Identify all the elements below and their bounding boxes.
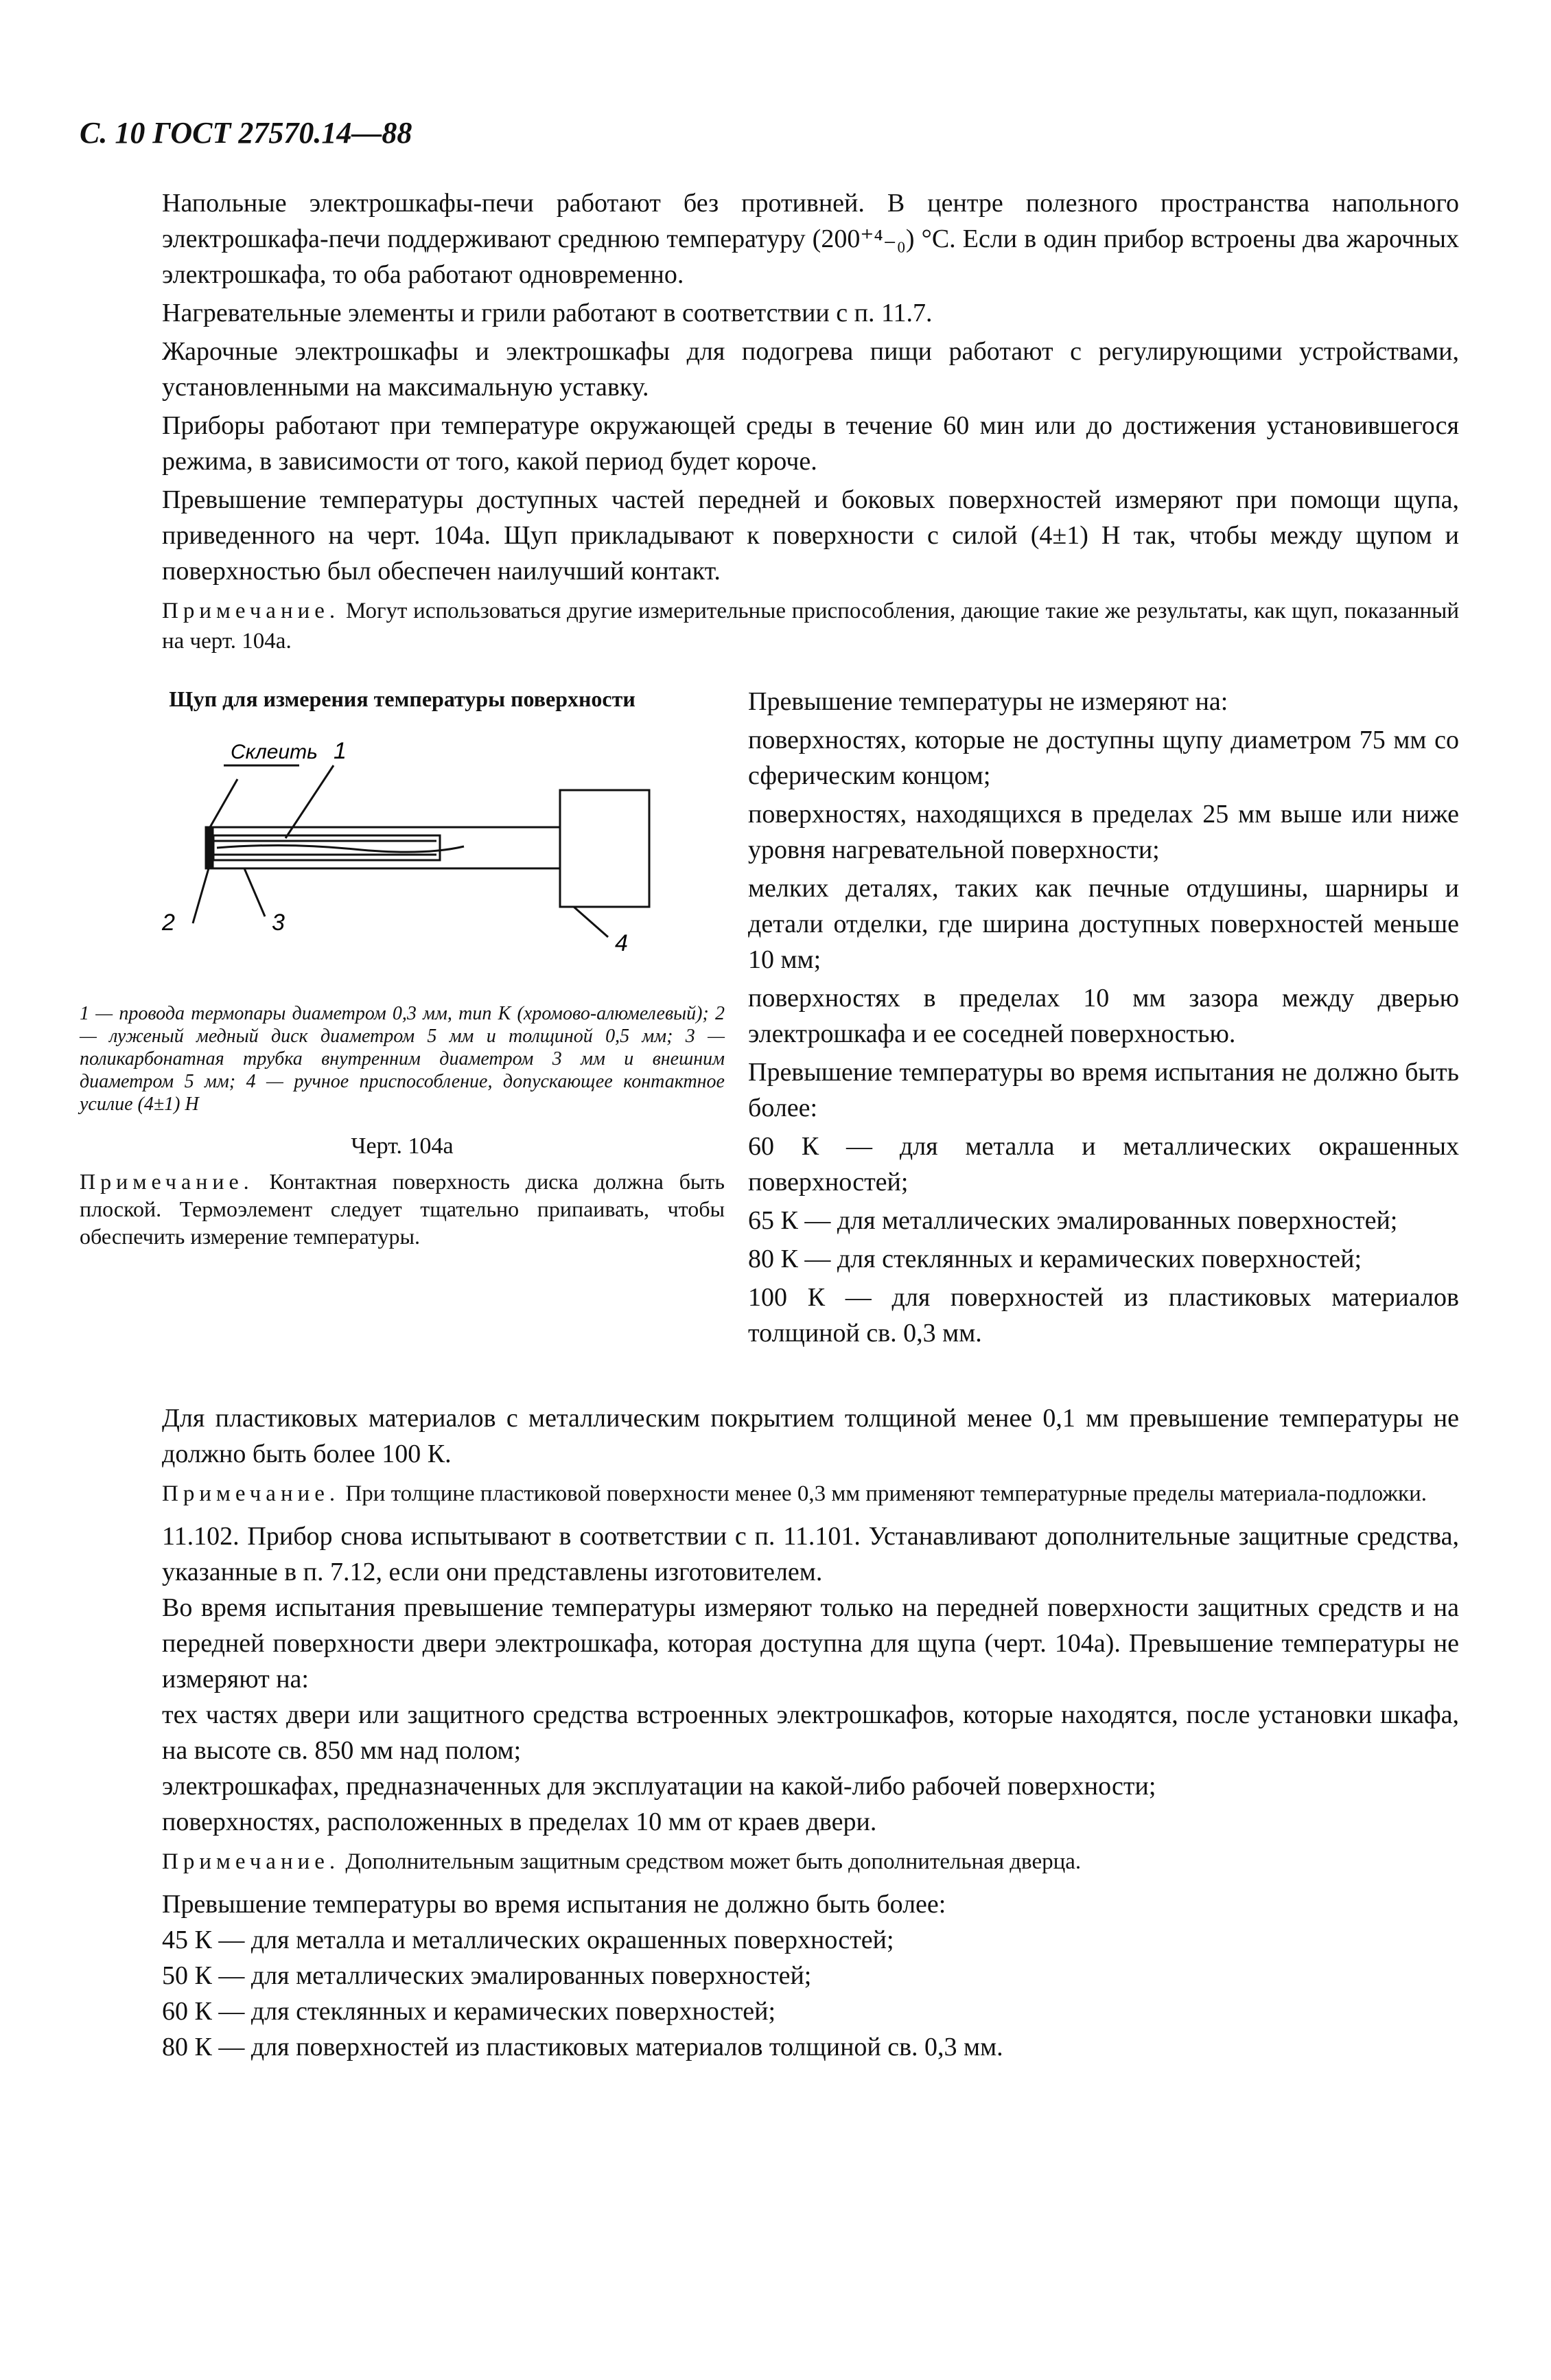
figure-note — [80, 1168, 725, 1250]
paragraph: 11.102. Прибор снова испытывают в соответствии с п. 11.101. Устанавливают дополнительные защитные средства, указанные в п. 7.12, если они представлены изготовителем. — [162, 1522, 1459, 1586]
note-label: Примечание. — [162, 599, 340, 623]
disc-shape — [206, 827, 213, 868]
paragraph: Превышение температуры во время испытания не должно быть более: — [162, 1890, 946, 1919]
note-label: Примечание. — [162, 1481, 340, 1506]
figure-caption: Черт. 104а — [351, 1133, 454, 1159]
note-text: При толщине пластиковой поверхности менее 0,3 мм применяют температурные пределы материала-подложки. — [345, 1481, 1427, 1506]
label-1: 1 — [334, 738, 347, 764]
leader-4 — [574, 907, 608, 937]
list-item: 80 К — для поверхностей из пластиковых материалов толщиной св. 0,3 мм. — [162, 2033, 1003, 2061]
paragraph: Превышение температуры не измеряют на: — [748, 687, 1228, 716]
paragraph: Приборы работают при температуре окружающей среды в течение 60 мин или до достижения установившегося режима, в зависимости от того, какой период будет короче. — [162, 411, 1459, 476]
tube-shape — [210, 827, 560, 868]
list-item: 45 К — для металла и металлических окрашенных поверхностей; — [162, 1926, 894, 1954]
wire-shape — [217, 845, 464, 852]
note-text: Могут использоваться другие измерительные приспособления, дающие такие же результаты, как щуп, показанный на черт. 104а. — [162, 599, 1460, 654]
note — [162, 596, 1459, 656]
probe-drawing — [80, 724, 725, 971]
list-item: 100 К — для поверхностей из пластиковых материалов толщиной св. 0,3 мм. — [748, 1283, 1459, 1348]
paragraph: тех частях двери или защитного средства встроенных электрошкафов, которые находятся, после установки шкафа, на высоте св. 850 мм над полом; — [162, 1700, 1459, 1765]
paragraph: Превышение температуры во время испытания не должно быть более: — [748, 1058, 1459, 1122]
handle-shape — [560, 790, 649, 907]
list-item: 50 К — для металлических эмалированных поверхностей; — [162, 1961, 812, 1990]
paragraph: мелких деталях, таких как печные отдушины, шарниры и детали отделки, где ширина доступных поверхностей меньше 10 мм; — [748, 874, 1459, 974]
paragraph: Для пластиковых материалов с металлическим покрытием толщиной менее 0,1 мм превышение температуры не должно быть более 100 К. — [162, 1404, 1459, 1468]
paragraph: Превышение температуры доступных частей передней и боковых поверхностей измеряют при помощи щупа, приведенного на черт. 104а. Щуп прикладывают к поверхности с силой (4±1) Н так, чтобы между щупом и поверхностью был обеспечен наилучший контакт. — [162, 485, 1459, 586]
leader-3 — [244, 868, 265, 916]
note — [162, 1847, 1459, 1877]
right-column — [748, 684, 1459, 1354]
label-3: 3 — [272, 910, 285, 936]
label-glue: Склеить — [231, 741, 318, 763]
note-label: Примечание. — [162, 1849, 340, 1874]
list-item: 80 К — для стеклянных и керамических поверхностей; — [748, 1245, 1362, 1273]
figure-column — [80, 686, 725, 1250]
paragraph: Во время испытания превышение температуры измеряют только на передней поверхности защитных средств и на передней поверхности двери электрошкафа, которая доступна для щупа (черт. 104а). Превышение температуры не измеряют на: — [162, 1593, 1459, 1694]
paragraph: поверхностях, расположенных в пределах 10 мм от краев двери. — [162, 1807, 877, 1836]
leader-glue — [210, 779, 237, 827]
list-item: 60 К — для металла и металлических окрашенных поверхностей; — [748, 1132, 1459, 1197]
bottom-section — [162, 1400, 1459, 2065]
page-header: С. 10 ГОСТ 27570.14—88 — [80, 116, 412, 150]
leader-2 — [193, 868, 209, 923]
paragraph: Нагревательные элементы и грили работают в соответствии с п. 11.7. — [162, 299, 933, 327]
paragraph: поверхностях в пределах 10 мм зазора между дверью электрошкафа и ее соседней поверхностью. — [748, 984, 1459, 1048]
label-4: 4 — [615, 930, 628, 956]
figure-note-text: Контактная поверхность диска должна быть плоской. Термоэлемент следует тщательно припаивать, чтобы обеспечить измерение температуры. — [80, 1169, 725, 1249]
note-text: Дополнительным защитным средством может быть дополнительная дверца. — [345, 1849, 1082, 1874]
top-section — [162, 185, 1459, 666]
list-item: 65 К — для металлических эмалированных поверхностей; — [748, 1206, 1398, 1235]
figure-title: Щуп для измерения температуры поверхности — [169, 686, 635, 711]
note — [162, 1479, 1459, 1509]
figure-note-label: Примечание. — [80, 1169, 254, 1194]
list-item: 60 К — для стеклянных и керамических поверхностей; — [162, 1997, 776, 2026]
figure-legend: 1 — провода термопары диаметром 0,3 мм, тип К (хромово-алюмелевый); 2 — луженый медный диск диаметром 5 мм и толщиной 0,5 мм; 3 — поликарбонатная трубка внутренним диаметром 3 мм и внешним диаметром 5 мм; 4 — ручное приспособление, допускающее контактное усилие (4±1) Н — [80, 1003, 725, 1115]
paragraph: поверхностях, которые не доступны щупу диаметром 75 мм со сферическим концом; — [748, 726, 1459, 790]
paragraph: электрошкафах, предназначенных для эксплуатации на какой-либо рабочей поверхности; — [162, 1772, 1156, 1801]
label-2: 2 — [162, 910, 175, 936]
paragraph: Напольные электрошкафы-печи работают без противней. В центре полезного пространства напольного электрошкафа-печи поддерживают среднюю температуру (200⁺⁴₋₀) °С. Если в один прибор встроены два жарочных электрошкафа, то оба работают одновременно. — [162, 189, 1459, 289]
paragraph: Жарочные электрошкафы и электрошкафы для подогрева пищи работают с регулирующими устройствами, установленными на максимальную уставку. — [162, 337, 1459, 402]
paragraph: поверхностях, находящихся в пределах 25 мм выше или ниже уровня нагревательной поверхности; — [748, 800, 1459, 864]
